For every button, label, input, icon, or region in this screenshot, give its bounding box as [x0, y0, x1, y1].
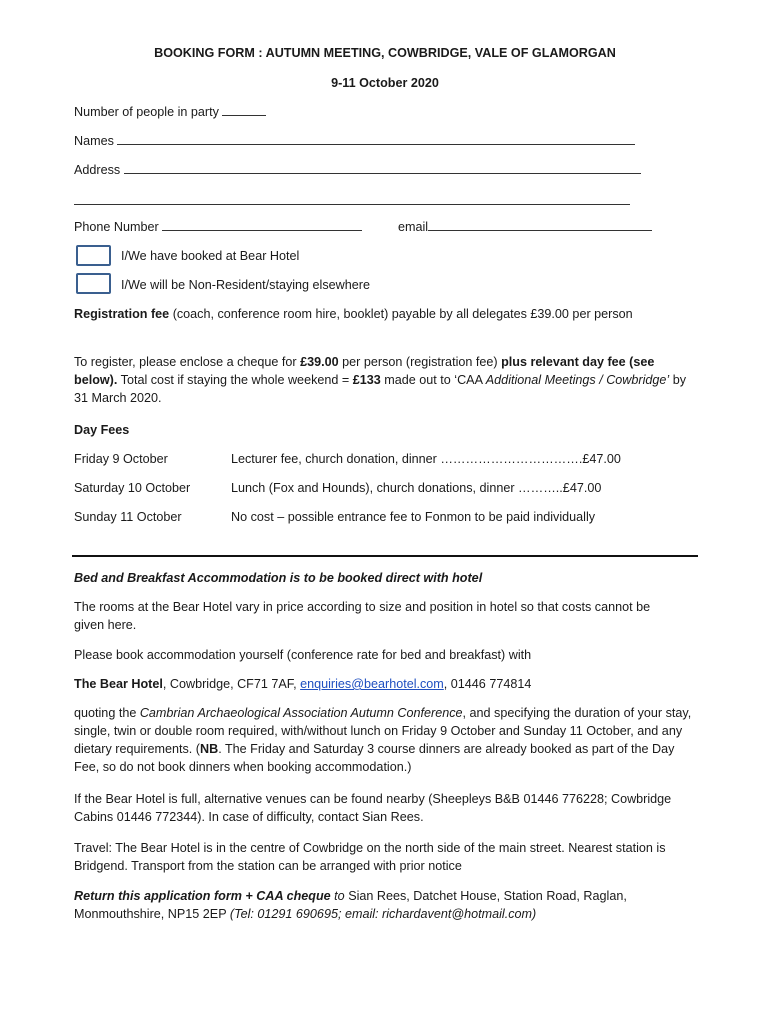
address-label: Address [74, 163, 121, 177]
register-text-3: Total cost if staying the whole weekend = [117, 373, 353, 387]
register-text-4: made out to ‘CAA [380, 373, 486, 387]
hotel-address: , Cowbridge, CF71 7AF, [162, 677, 301, 691]
registration-fee-text: (coach, conference room hire, booklet) payable by all delegates £39.00 per person [172, 307, 633, 321]
day-fee-row-saturday-day: Saturday 10 October [74, 481, 191, 495]
hotel-contact-line [74, 675, 531, 693]
day-fee-row-sunday-day: Sunday 11 October [74, 510, 182, 524]
book-accommodation-paragraph: Please book accommodation yourself (conference rate for bed and breakfast) with [74, 648, 532, 662]
register-payee: Additional Meetings / Cowbridge’ [485, 373, 670, 387]
phone-blank[interactable] [162, 219, 362, 231]
registration-fee-label: Registration fee [74, 307, 170, 321]
bear-hotel-checkbox[interactable] [76, 245, 111, 266]
email-field[interactable] [398, 218, 652, 236]
names-label: Names [74, 134, 114, 148]
names-field[interactable] [74, 132, 635, 150]
register-text-2: per person (registration fee) [338, 355, 502, 369]
rooms-paragraph: The rooms at the Bear Hotel vary in price according to size and position in hotel so that costs cannot be given here. [74, 600, 651, 632]
email-label: email [398, 220, 429, 234]
day-fee-row-friday-day: Friday 9 October [74, 452, 168, 466]
people-label: Number of people in party [74, 105, 219, 119]
day-fee-row-sunday-desc: No cost – possible entrance fee to Fonmon to be paid individually [231, 510, 596, 524]
return-address: Sian Rees, Datchet House, Station Road, Raglan, Monmouthshire, NP15 2EP [74, 889, 627, 921]
return-contact: (Tel: 01291 690695; email: richardavent@hotmail.com) [229, 907, 537, 921]
quoting-text-1: quoting the [74, 706, 140, 720]
day-fees-heading: Day Fees [74, 423, 130, 437]
non-resident-checkbox[interactable] [76, 273, 111, 294]
quoting-paragraph [74, 704, 702, 776]
hotel-email-link[interactable]: enquiries@bearhotel.com [300, 677, 444, 691]
register-amount: £39.00 [300, 355, 339, 369]
register-deadline: by 31 March 2020. [74, 373, 687, 405]
form-title: BOOKING FORM : AUTUMN MEETING, COWBRIDGE, VALE OF GLAMORGAN [154, 46, 616, 60]
register-instructions [74, 353, 699, 407]
quoting-text-3: . The Friday and Saturday 3 course dinners are already booked as part of the Day Fee, so do not book dinners when booking accommodation.) [74, 742, 675, 774]
non-resident-checkbox-label: I/We will be Non-Resident/staying elsewhere [121, 278, 370, 292]
phone-field[interactable] [74, 218, 362, 236]
address-blank[interactable] [124, 162, 641, 174]
return-to: to [330, 889, 345, 903]
people-blank[interactable] [222, 104, 266, 116]
travel-paragraph: Travel: The Bear Hotel is in the centre of Cowbridge on the north side of the main street. Nearest station is Bridgend. Transport from the station can be arranged with prior notice [74, 841, 666, 873]
alternative-venues-paragraph: If the Bear Hotel is full, alternative venues can be found nearby (Sheepleys B&B 01446 776228; Cowbridge Cabins 01446 772344). In case of difficulty, contact Sian Rees. [74, 792, 672, 824]
register-day-fee-note: plus relevant day fee (see below). [74, 355, 655, 387]
conference-name: Cambrian Archaeological Association Autumn Conference [139, 706, 463, 720]
names-blank[interactable] [117, 133, 635, 145]
people-field[interactable] [74, 103, 266, 121]
email-blank[interactable] [428, 219, 652, 231]
hotel-phone: , 01446 774814 [443, 677, 532, 691]
accommodation-heading: Bed and Breakfast Accommodation is to be booked direct with hotel [74, 571, 483, 585]
hotel-name: The Bear Hotel [74, 677, 163, 691]
nb-label: NB [200, 742, 219, 756]
section-divider [72, 555, 698, 557]
address-field[interactable] [74, 161, 641, 179]
return-paragraph [74, 887, 694, 923]
register-text-1: To register, please enclose a cheque for [74, 355, 301, 369]
return-label: Return this application form + CAA cheque [74, 889, 331, 903]
bear-hotel-checkbox-label: I/We have booked at Bear Hotel [121, 249, 300, 263]
day-fee-row-friday-desc: Lecturer fee, church donation, dinner …………………………….£47.00 [231, 452, 621, 466]
register-total: £133 [352, 373, 381, 387]
address-blank-line-2[interactable] [74, 204, 630, 205]
day-fee-row-saturday-desc: Lunch (Fox and Hounds), church donations, dinner ………..£47.00 [231, 481, 602, 495]
registration-fee-paragraph [74, 305, 674, 323]
quoting-text-2: , and specifying the duration of your stay, single, twin or double room required, with/without lunch on Friday 9 October and Sunday 11 October, and any dietary requirements. ( [74, 706, 692, 756]
phone-label: Phone Number [74, 220, 159, 234]
meeting-dates: 9-11 October 2020 [331, 76, 439, 90]
